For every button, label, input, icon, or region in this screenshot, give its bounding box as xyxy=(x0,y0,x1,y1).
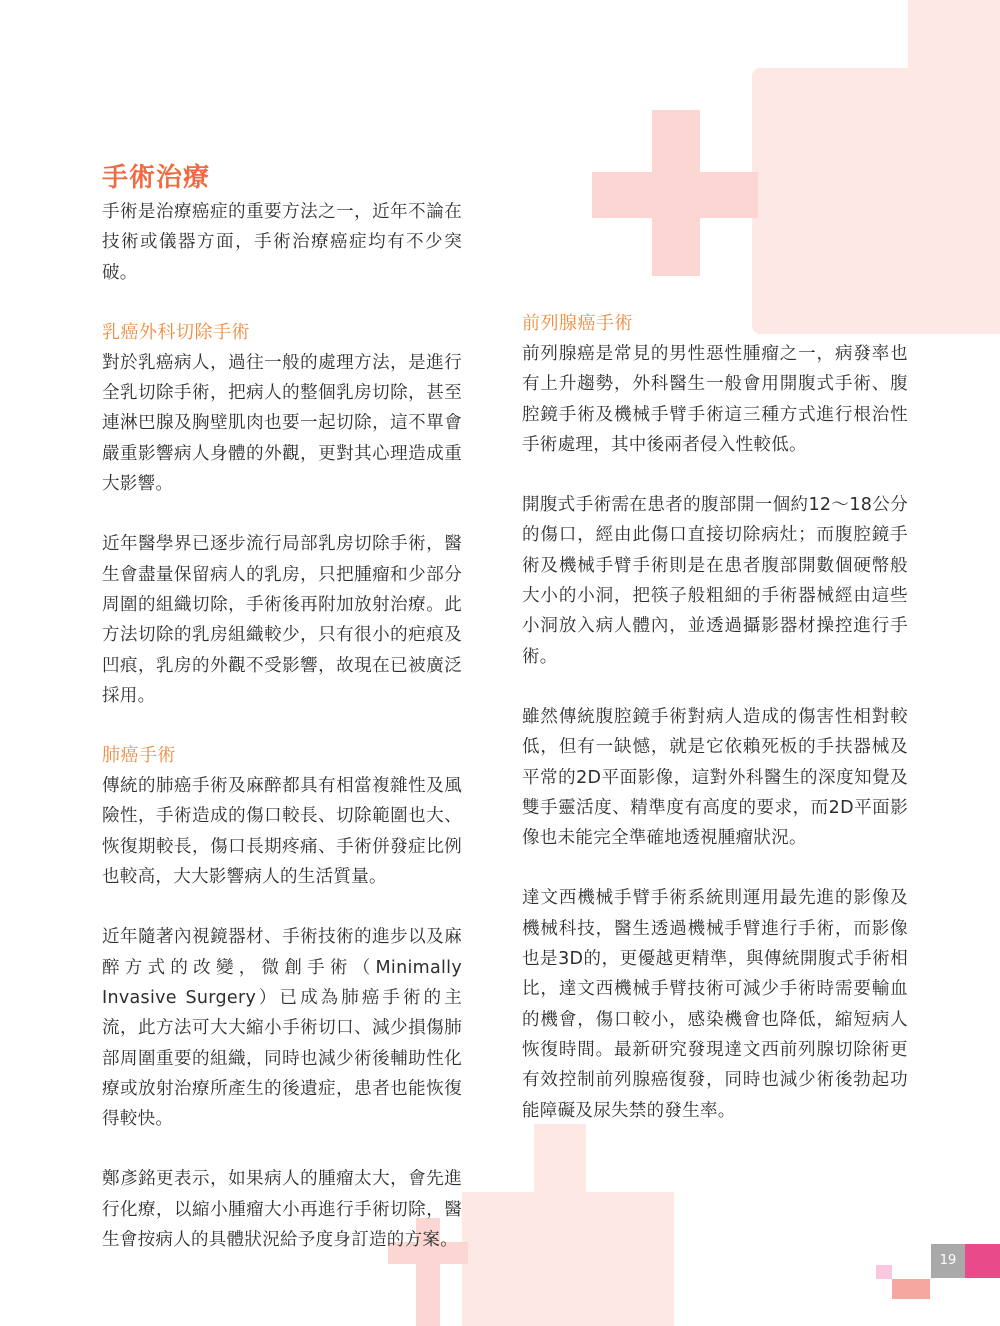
intro-paragraph: 手術是治療癌症的重要方法之一，近年不論在技術或儀器方面，手術治療癌症均有不少突破。 xyxy=(102,202,462,283)
subheading-prostate-cancer: 前列腺癌手術 xyxy=(522,313,633,334)
paragraph: 達文西機械手臂手術系統則運用最先進的影像及機械科技，醫生透過機械手臂進行手術，而影像也是3D的，更優越更精準，與傳統開腹式手術相比，達文西機械手臂技術可減少手術時需要輸血的機會，傷口較小，感染機會也降低，縮短病人恢復時間。最新研究發現達文西前列腺切除術更有效控制前列腺癌復發，同時也減少術後勃起功能障礙及尿失禁的發生率。 xyxy=(522,888,908,1121)
section-title: 手術治療 xyxy=(102,163,211,193)
subheading-lung-cancer: 肺癌手術 xyxy=(102,745,176,767)
paragraph: 對於乳癌病人，過往一般的處理方法，是進行全乳切除手術，把病人的整個乳房切除，甚至連淋巴腺及胸壁肌肉也要一起切除，這不單會嚴重影響病人身體的外觀，更對其心理造成重大影響。 xyxy=(102,352,462,495)
subheading-breast-cancer: 乳癌外科切除手術 xyxy=(102,321,250,343)
paragraph: 開腹式手術需在患者的腹部開一個約12～18公分的傷口，經由此傷口直接切除病灶；而腹腔鏡手術及機械手臂手術則是在患者腹部開數個硬幣般大小的小洞，把筷子般粗細的手術器械經由這些小洞放入病人體內，並透過攝影器材操控進行手術。 xyxy=(522,495,908,667)
paragraph: 雖然傳統腹腔鏡手術對病人造成的傷害性相對較低，但有一缺憾，就是它依賴死板的手扶器械及平常的2D平面影像，這對外科醫生的深度知覺及雙手靈活度、精準度有高度的要求，而2D平面影像也未能完全準確地透視腫瘤狀況。 xyxy=(522,706,908,849)
page-number: 19 xyxy=(931,1244,965,1278)
paragraph: 前列腺癌是常見的男性惡性腫瘤之一，病發率也有上升趨勢，外科醫生一般會用開腹式手術、腹腔鏡手術及機械手臂手術這三種方式進行根治性手術處理，其中後兩者侵入性較低。 xyxy=(522,344,908,455)
paragraph: 傳統的肺癌手術及麻醉都具有相當複雜性及風險性，手術造成的傷口較長、切除範圍也大、恢復期較長，傷口長期疼痛、手術併發症比例也較高，大大影響病人的生活質量。 xyxy=(102,776,462,888)
right-column xyxy=(522,309,908,1126)
paragraph: 鄭彥銘更表示，如果病人的腫瘤太大，會先進行化療，以縮小腫瘤大小再進行手術切除，醫生會按病人的具體狀況給予度身訂造的方案。 xyxy=(102,1169,462,1251)
left-column xyxy=(102,197,462,1255)
paragraph: 近年醫學界已逐步流行局部乳房切除手術，醫生會盡量保留病人的乳房，只把腫瘤和少部分周圍的組織切除，手術後再附加放射治療。此方法切除的乳房組織較少，只有很小的疤痕及凹痕，乳房的外觀不受影響，故現在已被廣泛採用。 xyxy=(102,534,462,706)
paragraph: 近年隨著內視鏡器材、手術技術的進步以及麻醉方式的改變，微創手術（Minimally Invasive Surgery）已成為肺癌手術的主流，此方法可大大縮小手術切口、減少損傷肺部周圍重要的組織，同時也減少術後輔助性化療或放射治療所產生的後遺症，患者也能恢復得較快。 xyxy=(102,927,462,1130)
